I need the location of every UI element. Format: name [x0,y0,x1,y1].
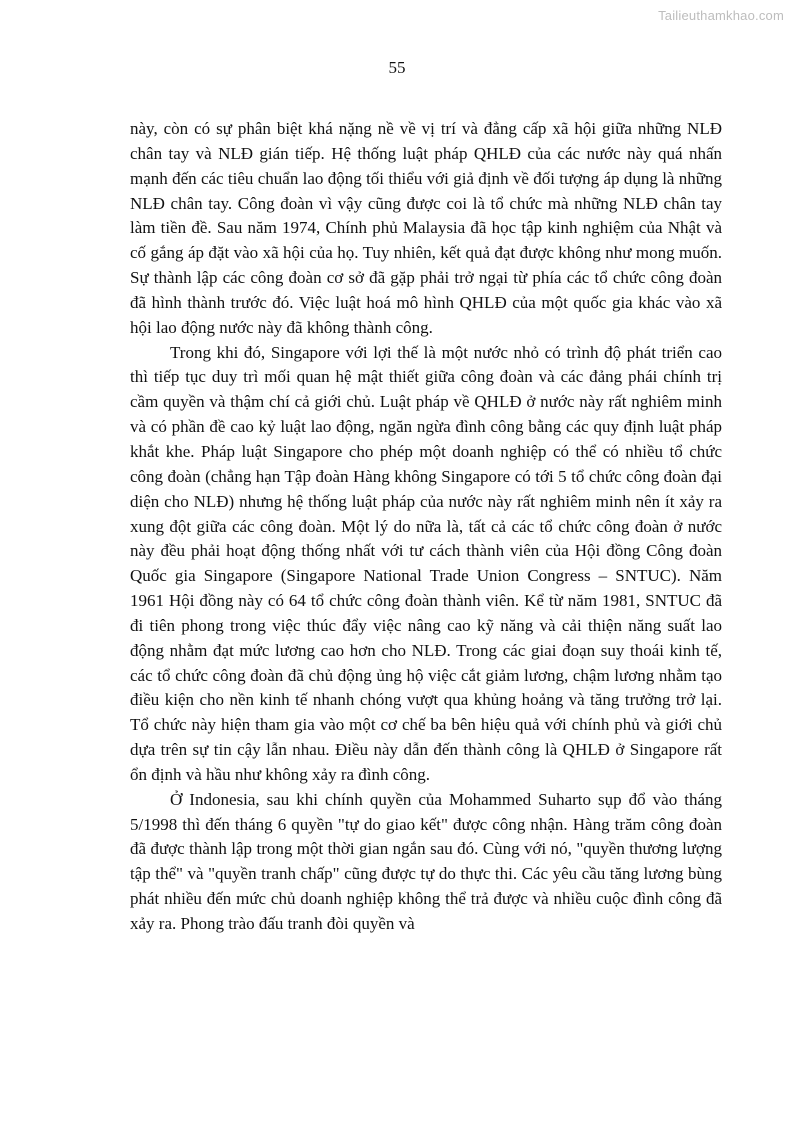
paragraph-singapore: Trong khi đó, Singapore với lợi thế là một nước nhỏ có trình độ phát triển cao thì tiếp tục duy trì mối quan hệ mật thiết giữa công đoàn và các đảng phái chính trị cầm quyền và thậm chí cả giới chủ. Luật pháp về QHLĐ ở nước này rất nghiêm minh và có phần đề cao kỷ luật lao động, ngăn ngừa đình công bằng các quy định luật pháp khắt khe. Pháp luật Singapore cho phép một doanh nghiệp có thể có nhiều tổ chức công đoàn (chẳng hạn Tập đoàn Hàng không Singapore có tới 5 tổ chức công đoàn đại diện cho NLĐ) nhưng hệ thống luật pháp của nước này rất nghiêm minh nên ít xảy ra xung đột giữa các công đoàn. Một lý do nữa là, tất cả các tổ chức công đoàn ở nước này đều phải hoạt động thống nhất với tư cách thành viên của Hội đồng Công đoàn Quốc gia Singapore (Singapore National Trade Union Congress – SNTUC). Năm 1961 Hội đồng này có 64 tổ chức công đoàn thành viên. Kể từ năm 1981, SNTUC đã đi tiên phong trong việc thúc đẩy việc nâng cao kỹ năng và cải thiện năng suất lao động nhằm đạt mức lương cao hơn cho NLĐ. Trong các giai đoạn suy thoái kinh tế, các tổ chức công đoàn đã chủ động ủng hộ việc cắt giảm lương, chậm lương nhằm tạo điều kiện cho nền kinh tế nhanh chóng vượt qua khủng hoảng và tăng trưởng trở lại. Tổ chức này hiện tham gia vào một cơ chế ba bên hiệu quả với chính phủ và giới chủ dựa trên sự tin cậy lẫn nhau. Điều này dẫn đến thành công là QHLĐ ở Singapore rất ổn định và hầu như không xảy ra đình công. [130,342,722,784]
page-number: 55 [388,58,406,77]
watermark-text: Tailieuthamkhao.com [658,8,784,23]
paragraph-indonesia: Ở Indonesia, sau khi chính quyền của Mohammed Suharto sụp đổ vào tháng 5/1998 thì đến tháng 6 quyền "tự do giao kết" được công nhận. Hàng trăm công đoàn đã được thành lập trong một thời gian ngắn sau đó. Cùng với nó, "quyền thương lượng tập thể" và "quyền tranh chấp" cũng được tự do thực thi. Các yêu cầu tăng lương bùng phát nhiều đến mức chủ doanh nghiệp không thể trả được và nhiều cuộc đình công đã xảy ra. Phong trào đấu tranh đòi quyền và [130,789,722,933]
paragraph-malaysia-continued: này, còn có sự phân biệt khá nặng nề về vị trí và đẳng cấp xã hội giữa những NLĐ chân tay và NLĐ gián tiếp. Hệ thống luật pháp QHLĐ của các nước này quá nhấn mạnh đến các tiêu chuẩn lao động tối thiểu với giả định về đối tượng áp dụng là những NLĐ chân tay. Công đoàn vì vậy cũng được coi là tổ chức mà những NLĐ chân tay làm tiền đề. Sau năm 1974, Chính phủ Malaysia đã học tập kinh nghiệm của Nhật và cố gắng áp đặt vào xã hội của họ. Tuy nhiên, kết quả đạt được không như mong muốn. Sự thành lập các công đoàn cơ sở đã gặp phải trở ngại từ phía các tổ chức công đoàn đã hình thành trước đó. Việc luật hoá mô hình QHLĐ của một quốc gia khác vào xã hội lao động nước này đã không thành công. [130,119,722,337]
document-body [130,117,722,937]
